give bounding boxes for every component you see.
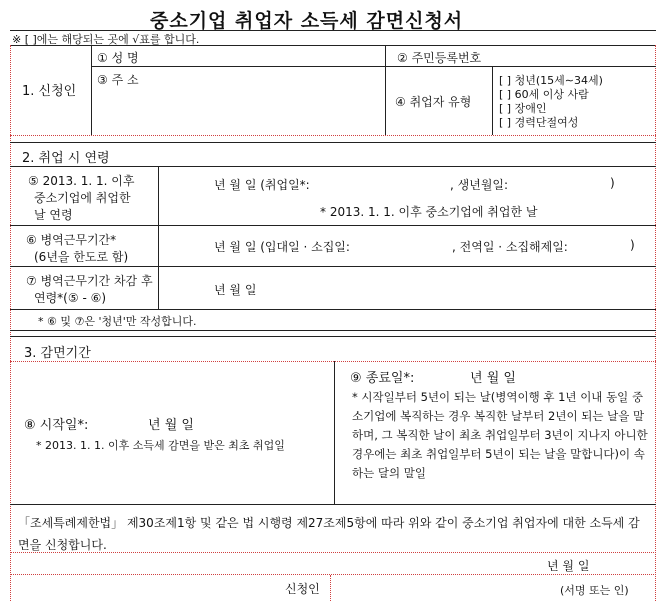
page-title: 중소기업 취업자 소득세 감면신청서 xyxy=(150,10,464,32)
r7-label-line2: 연령*(⑤ - ⑥) xyxy=(34,291,107,305)
r6-label-line2: (6년을 한도로 함) xyxy=(34,250,129,264)
r5-label-line1: ⑤ 2013. 1. 1. 이후 xyxy=(28,174,135,188)
r6-discharge-label: , 전역일 · 소집해제일: xyxy=(452,240,568,254)
type-youth-checkbox[interactable]: [ ] 청년(15세∼34세) xyxy=(499,74,603,87)
r5-label-line3: 날 연령 xyxy=(34,208,73,222)
rrn-label: ② 주민등록번호 xyxy=(397,51,482,65)
end-date-fields: 년 월 일 xyxy=(470,371,516,386)
start-date-note: * 2013. 1. 1. 이후 소득세 감면을 받은 최초 취업일 xyxy=(36,439,285,452)
r5-note: * 2013. 1. 1. 이후 중소기업에 취업한 날 xyxy=(320,205,538,219)
end-date-label: ⑨ 종료일*: xyxy=(350,371,415,386)
r7-date-fields: 년 월 일 xyxy=(214,283,257,297)
r5-label-line2: 중소기업에 취업한 xyxy=(34,191,131,205)
type-career-break-checkbox[interactable]: [ ] 경력단절여성 xyxy=(499,116,579,129)
applicant-sign-label: 신청인 xyxy=(285,582,320,596)
r6-label-line1: ⑥ 병역근무기간* xyxy=(26,233,117,247)
check-instruction: ※ [ ]에는 해당되는 곳에 √표를 합니다. xyxy=(12,33,200,46)
signature-field[interactable]: (서명 또는 인) xyxy=(560,584,629,597)
address-label: ③ 주 소 xyxy=(97,73,139,87)
name-label: ① 성 명 xyxy=(97,51,139,65)
declaration-text: 「조세특례제한법」 제30조제1항 및 같은 법 시행령 제27조제5항에 따라 위와 같이 중소기업 취업자에 대한 소득세 감면을 신청합니다. xyxy=(18,516,640,552)
r7-label-line1: ⑦ 병역근무기간 차감 후 xyxy=(26,274,153,288)
section-applicant: 1. 신청인 xyxy=(22,84,77,99)
start-date-label: ⑧ 시작일*: xyxy=(24,418,89,433)
type-senior-checkbox[interactable]: [ ] 60세 이상 사람 xyxy=(499,88,589,101)
application-date: 년 월 일 xyxy=(547,559,590,573)
youth-only-note: * ⑥ 및 ⑦은 '청년'만 작성합니다. xyxy=(38,315,197,328)
end-date-note: * 시작일부터 5년이 되는 날(병역이행 후 1년 이내 동일 중소기업에 복직하는 경우 복직한 날부터 2년이 되는 날을 말하며, 그 복직한 날이 최초 취업일부터 3년이 지나지 아니한 경우에는 최초 취업일부터 5년이 되는 날을 말합니다)이 속하는 달의 말일 xyxy=(352,390,648,480)
r5-date-fields: 년 월 일 (취업일*: xyxy=(214,178,310,192)
start-date-fields: 년 월 일 xyxy=(148,418,194,433)
type-label: ④ 취업자 유형 xyxy=(395,95,472,109)
section-employment-age: 2. 취업 시 연령 xyxy=(22,151,110,166)
type-disabled-checkbox[interactable]: [ ] 장애인 xyxy=(499,102,547,115)
r5-birth-label: , 생년월일: xyxy=(450,178,509,192)
section-period: 3. 감면기간 xyxy=(24,346,91,361)
r6-date-fields: 년 월 일 (입대일 · 소집일: xyxy=(214,240,350,254)
